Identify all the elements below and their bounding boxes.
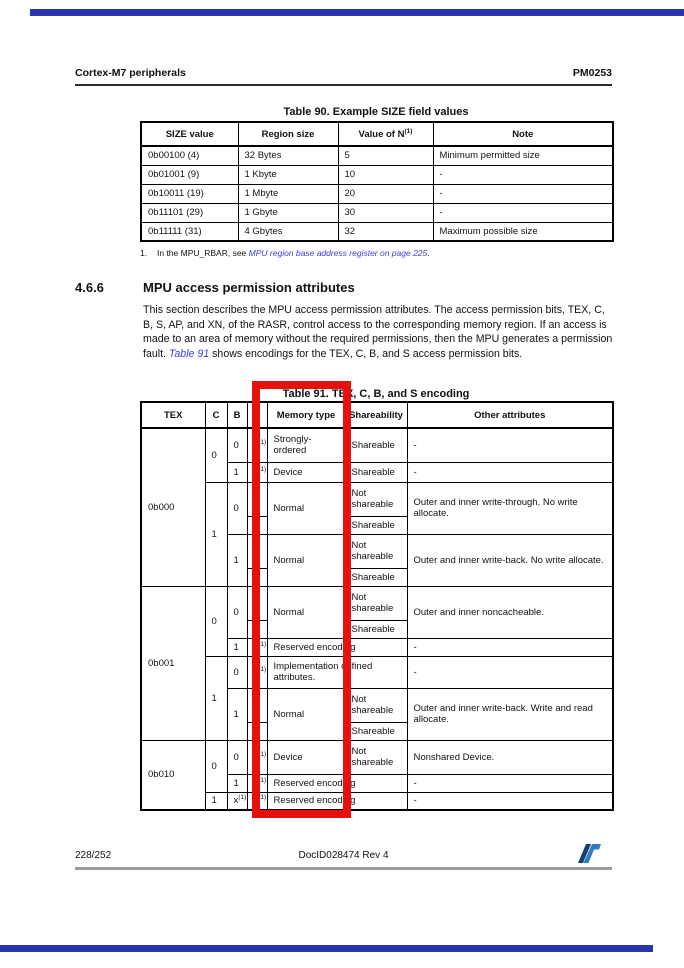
footnote-text: In the MPU_RBAR, see <box>157 248 249 258</box>
paragraph-text: This section describes the MPU access permission attributes. The access permission bits, TEX, C, B, S, AP, and XN, of the RASR, control access to the corresponding memory region. If an access is made to an area of memory without the required permissions, then the MPU generates a permission fault. <box>143 304 613 360</box>
table-cell-c: 1 <box>205 656 227 740</box>
table-cell-c: 0 <box>205 740 227 792</box>
table-cell-memory-type: Implementation defined attributes. <box>267 656 407 688</box>
table-cell-memory-type: Device <box>267 462 345 482</box>
table-cell-shareability: Shareable <box>345 722 407 740</box>
table-cell: Minimum permitted size <box>433 146 613 165</box>
table-cell: 1 Gbyte <box>238 203 338 222</box>
table-cell-tex: 0b000 <box>141 428 205 586</box>
section-paragraph <box>143 303 617 361</box>
table-cell-tex: 0b001 <box>141 586 205 740</box>
paragraph-text-end: shows encodings for the TEX, C, B, and S access permission bits. <box>209 347 523 360</box>
table-cell-shareability: Not shareable <box>345 534 407 568</box>
column-header-other-attributes: Other attributes <box>407 402 613 428</box>
column-header-b: B <box>227 402 247 428</box>
table-cell-b: 0 <box>227 656 247 688</box>
column-header-region-size: Region size <box>238 122 338 146</box>
table91-title: Table 91. TEX, C, B, and S encoding <box>282 388 470 400</box>
annotation-red-box <box>252 381 351 818</box>
footnote-text-end: . <box>427 248 430 258</box>
table-cell-memory-type: Normal <box>267 688 345 740</box>
table-cell: 0b11101 (29) <box>141 203 238 222</box>
table-cell-memory-type: Normal <box>267 586 345 638</box>
table91-header-row <box>141 402 613 428</box>
footnote-ref-superscript: (1) <box>258 665 267 673</box>
table-cell-shareability: Shareable <box>345 428 407 462</box>
column-header-text: Value of N <box>358 128 405 140</box>
table-cell-other: - <box>407 462 613 482</box>
footnote-ref-superscript: (1) <box>258 465 267 473</box>
section-heading <box>75 280 355 295</box>
table91-link[interactable]: Table 91 <box>168 347 210 360</box>
table-cell-shareability: Not shareable <box>345 740 407 774</box>
table-cell: 32 <box>338 222 433 241</box>
cell-text: x <box>253 641 259 653</box>
table-cell-shareability: Not shareable <box>345 688 407 722</box>
bottom-edge-bar <box>0 945 653 952</box>
table-cell-other: - <box>407 656 613 688</box>
table-cell-other: - <box>407 638 613 656</box>
running-header-doc-code: PM0253 <box>572 67 612 79</box>
footer-doc-id: DocID028474 Rev 4 <box>298 850 389 861</box>
column-header-value-of-n <box>338 122 433 146</box>
table-cell: 0b01001 (9) <box>141 165 238 184</box>
table-cell: 32 Bytes <box>238 146 338 165</box>
footnote-ref-superscript: (1) <box>258 794 267 802</box>
table-cell-c: 1 <box>205 482 227 586</box>
column-header-s: S <box>247 402 267 428</box>
table-cell: 0b10011 (19) <box>141 184 238 203</box>
table-cell-tex: 0b010 <box>141 740 205 810</box>
table-cell-shareability: Shareable <box>345 462 407 482</box>
table-cell-b: 1 <box>227 462 247 482</box>
table-cell: 30 <box>338 203 433 222</box>
table-cell-memory-type: Reserved encoding <box>267 792 407 810</box>
table-cell-b: 1 <box>227 774 247 792</box>
cell-text: x <box>253 439 259 451</box>
table-cell-other: Nonshared Device. <box>407 740 613 774</box>
section-title: MPU access permission attributes <box>143 280 355 295</box>
table90-example-size-field-values <box>140 121 614 242</box>
section-number: 4.6.6 <box>75 280 104 295</box>
column-header-c: C <box>205 402 227 428</box>
table-cell-b: 0 <box>227 428 247 462</box>
table-cell-s: 0 <box>247 534 267 568</box>
table-cell-memory-type: Reserved encoding <box>267 774 407 792</box>
column-header-memory-type: Memory type <box>267 402 345 428</box>
footer-page-number: 228/252 <box>75 850 112 861</box>
table-cell: 1 Mbyte <box>238 184 338 203</box>
table90-header-row <box>141 122 613 146</box>
table-cell-other: - <box>407 792 613 810</box>
table-cell-s: 0 <box>247 688 267 722</box>
table-cell: 1 Kbyte <box>238 165 338 184</box>
cell-text: x <box>253 777 259 789</box>
table-cell: 10 <box>338 165 433 184</box>
table-cell: 0b11111 (31) <box>141 222 238 241</box>
table-cell-other: - <box>407 774 613 792</box>
table-cell-b: 1 <box>227 534 247 586</box>
table90-footnote <box>140 248 430 258</box>
table-cell-b: 1 <box>227 638 247 656</box>
table-cell-other: - <box>407 428 613 462</box>
table91-tex-c-b-s-encoding <box>140 401 614 811</box>
table-cell-c: 1 <box>205 792 227 810</box>
table-cell-s: 1 <box>247 568 267 586</box>
table-cell-c: 0 <box>205 586 227 656</box>
table-cell: 4 Gbytes <box>238 222 338 241</box>
table-cell-memory-type: Device <box>267 740 345 774</box>
table-row <box>141 482 613 516</box>
running-header-left: Cortex-M7 peripherals <box>75 67 186 79</box>
table-cell-other: Outer and inner write-back. Write and read allocate. <box>407 688 613 740</box>
table-cell-s: 0 <box>247 482 267 516</box>
table-row <box>141 656 613 688</box>
footnote-link-mpu-rbar[interactable]: MPU region base address register on page 225 <box>248 248 428 258</box>
footnote-ref-superscript: (1) <box>258 750 267 758</box>
table-row <box>141 146 613 165</box>
table-row <box>141 165 613 184</box>
table-row <box>141 184 613 203</box>
table-cell-other: Outer and inner noncacheable. <box>407 586 613 638</box>
table-cell: 20 <box>338 184 433 203</box>
footnote-ref-superscript: (1) <box>258 438 267 446</box>
table-cell-b: 0 <box>227 740 247 774</box>
footer-rule <box>75 867 612 870</box>
table-row <box>141 586 613 620</box>
footnote-ref-superscript: (1) <box>238 794 247 802</box>
table-cell-shareability: Not shareable <box>345 482 407 516</box>
table-cell-s: 1 <box>247 722 267 740</box>
table-cell-s: 1 <box>247 620 267 638</box>
cell-text: x <box>253 795 259 807</box>
table-cell-other: Outer and inner write-back. No write allocate. <box>407 534 613 586</box>
table-cell-shareability: Not shareable <box>345 586 407 620</box>
table-cell-b <box>227 792 247 810</box>
table-cell: - <box>433 165 613 184</box>
table-row <box>141 222 613 241</box>
table-row <box>141 203 613 222</box>
table-cell-shareability: Shareable <box>345 620 407 638</box>
table-cell-b: 0 <box>227 482 247 534</box>
top-edge-bar <box>30 9 684 16</box>
table-cell-memory-type: Normal <box>267 482 345 534</box>
table-cell-memory-type: Normal <box>267 534 345 586</box>
column-header-note: Note <box>433 122 613 146</box>
table-cell-shareability: Shareable <box>345 516 407 534</box>
table-cell-other: Outer and inner write-through. No write allocate. <box>407 482 613 534</box>
footnote-ref-superscript: (1) <box>404 127 413 135</box>
column-header-tex: TEX <box>141 402 205 428</box>
column-header-shareability: Shareability <box>345 402 407 428</box>
table-cell: Maximum possible size <box>433 222 613 241</box>
table-cell: - <box>433 184 613 203</box>
table-cell-memory-type: Reserved encoding <box>267 638 407 656</box>
header-rule <box>75 84 612 86</box>
footnote-ref-superscript: (1) <box>258 640 267 648</box>
column-header-size-value: SIZE value <box>141 122 238 146</box>
table-row <box>141 792 613 810</box>
cell-text: x <box>233 795 239 807</box>
footnote-ref-superscript: (1) <box>258 776 267 784</box>
table-cell-shareability: Shareable <box>345 568 407 586</box>
table-cell-b: 0 <box>227 586 247 638</box>
table-cell: 5 <box>338 146 433 165</box>
table-cell-memory-type: Strongly-ordered <box>267 428 345 462</box>
st-logo <box>576 843 602 864</box>
table-row <box>141 428 613 462</box>
table-cell: - <box>433 203 613 222</box>
table-row <box>141 740 613 774</box>
table-cell-s: 1 <box>247 516 267 534</box>
cell-text: x <box>253 466 259 478</box>
cell-text: x <box>253 666 259 678</box>
footnote-number: 1. <box>140 248 148 258</box>
table-cell-c: 0 <box>205 428 227 482</box>
table90-title: Table 90. Example SIZE field values <box>283 106 469 118</box>
cell-text: x <box>253 751 259 763</box>
table-cell-b: 1 <box>227 688 247 740</box>
table-cell: 0b00100 (4) <box>141 146 238 165</box>
table-cell-s: 0 <box>247 586 267 620</box>
